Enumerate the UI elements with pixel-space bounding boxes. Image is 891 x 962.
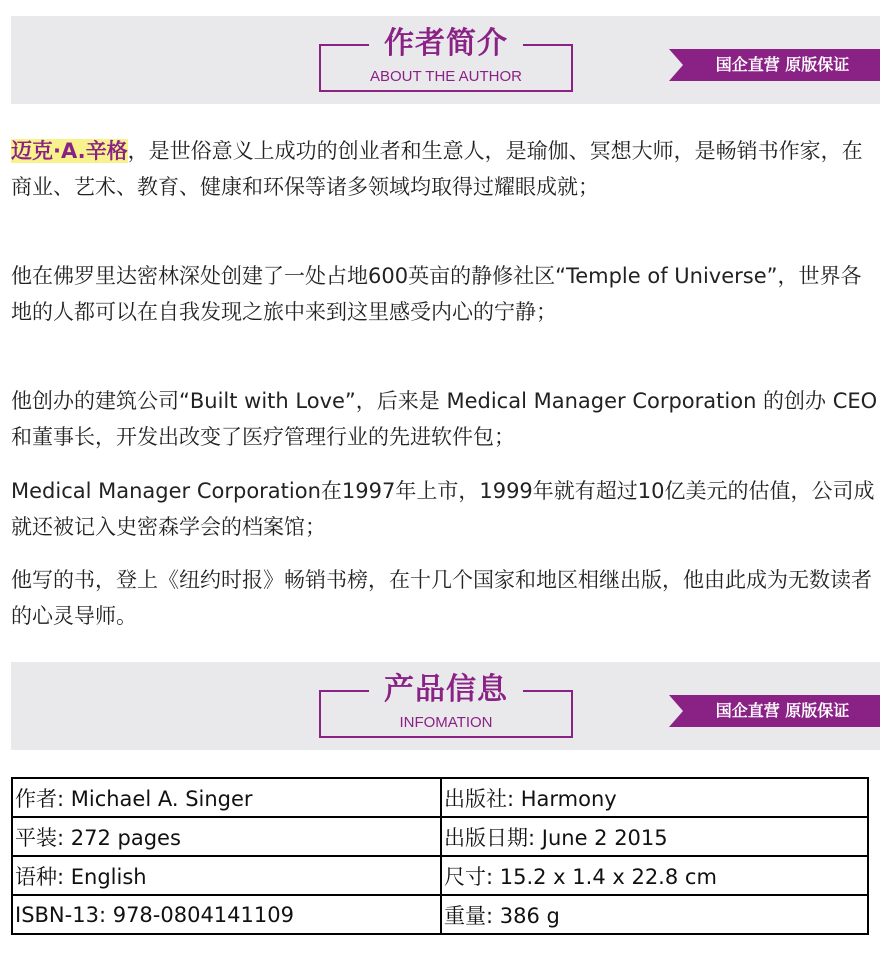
binding-label: 平装	[15, 825, 57, 850]
author-section-subtitle: ABOUT THE AUTHOR	[370, 68, 522, 85]
binding-value: : 272 pages	[57, 825, 181, 850]
guarantee-ribbon	[669, 695, 880, 727]
table-cell	[441, 778, 868, 817]
table-row	[12, 817, 868, 856]
table-row	[12, 895, 868, 934]
isbn-label: ISBN-13	[15, 902, 99, 927]
table-cell	[12, 856, 441, 895]
ribbon-notch	[669, 695, 683, 727]
dimensions-label: 尺寸	[444, 864, 486, 889]
product-banner	[11, 662, 880, 750]
publish-date-value: : June 2 2015	[528, 825, 668, 850]
publisher-label: 出版社	[444, 786, 507, 811]
author-intro-paragraph	[11, 133, 879, 205]
author-name: 迈克·A.辛格	[11, 139, 128, 163]
isbn-value: : 978-0804141109	[98, 902, 294, 927]
guarantee-ribbon-text: 国企直营 原版保证	[715, 55, 850, 74]
bio-paragraph: 他创办的建筑公司“Built with Love”，后来是 Medical Manager Corporation 的创办 CEO 和董事长，开发出改变了医疗管理行业的先进软件包；	[11, 389, 878, 449]
bio-paragraph: 他写的书，登上《纽约时报》畅销书榜，在十几个国家和地区相继出版，他由此成为无数读者的心灵导师。	[11, 568, 872, 628]
table-cell	[441, 895, 868, 934]
language-label: 语种	[15, 864, 57, 889]
publisher-value: : Harmony	[507, 786, 617, 811]
publish-date-label: 出版日期	[444, 825, 528, 850]
product-section-subtitle: INFOMATION	[399, 714, 493, 731]
author-value: : Michael A. Singer	[57, 786, 253, 811]
language-value: : English	[57, 864, 147, 889]
table-cell	[12, 817, 441, 856]
product-section-title: 产品信息	[384, 672, 508, 707]
weight-value: : 386 g	[486, 903, 560, 928]
ribbon-notch	[669, 49, 683, 81]
guarantee-ribbon	[669, 49, 880, 81]
guarantee-ribbon-text: 国企直营 原版保证	[715, 701, 850, 720]
product-info-table	[11, 777, 869, 935]
table-cell	[12, 778, 441, 817]
bio-paragraph: 他在佛罗里达密林深处创建了一处占地600英亩的静修社区“Temple of Universe”，世界各地的人都可以在自我发现之旅中来到这里感受内心的宁静；	[11, 264, 862, 324]
bio-paragraph: Medical Manager Corporation在1997年上市，1999年就有超过10亿美元的估值，公司成就还被记入史密森学会的档案馆；	[11, 479, 875, 539]
table-cell	[441, 856, 868, 895]
author-label: 作者	[15, 786, 57, 811]
weight-label: 重量	[444, 903, 486, 928]
table-row	[12, 856, 868, 895]
table-row	[12, 778, 868, 817]
table-cell	[12, 895, 441, 934]
author-section-title: 作者简介	[384, 26, 508, 61]
author-intro-text: ，是世俗意义上成功的创业者和生意人，是瑜伽、冥想大师，是畅销书作家，在商业、艺术、教育、健康和环保等诸多领域均取得过耀眼成就；	[11, 139, 863, 199]
dimensions-value: : 15.2 x 1.4 x 22.8 cm	[486, 864, 717, 889]
author-banner	[11, 16, 880, 104]
table-cell	[441, 817, 868, 856]
